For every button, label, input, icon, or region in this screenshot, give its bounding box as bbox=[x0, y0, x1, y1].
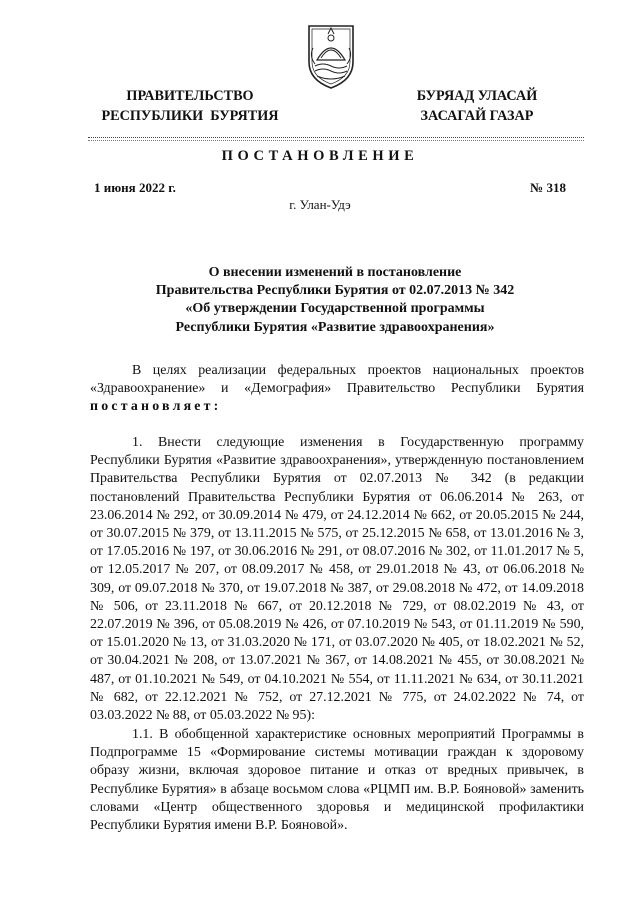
government-name-russian bbox=[90, 86, 290, 126]
preamble-paragraph bbox=[90, 362, 584, 417]
header-divider-secondary bbox=[88, 140, 584, 141]
item-1-paragraph: 1. Внести следующие изменения в Государственную программу Республики Бурятия «Развитие здравоохранения», утвержденную постановлением Правительства Республики Бурятия от 02.07.2013 № 342 (в редакции постановлений Правительства Республики Бурятия от 06.06.2014 № 263, от 23.06.2014 № 292, от 30.09.2014 № 479, от 24.12.2014 № 662, от 20.05.2015 № 244, от 30.07.2015 № 379, от 13.11.2015 № 575, от 25.12.2015 № 658, от 13.01.2016 № 3, от 17.05.2016 № 197, от 30.06.2016 № 291, от 08.07.2016 № 302, от 11.01.2017 № 5, от 12.05.2017 № 207, от 08.09.2017 № 458, от 29.01.2018 № 43, от 06.06.2018 № 309, от 09.07.2018 № 370, от 19.07.2018 № 387, от 29.08.2018 № 472, от 14.09.2018 № 506, от 23.11.2018 № 667, от 20.12.2018 № 729, от 08.02.2019 № 43, от 22.07.2019 № 396, от 05.08.2019 № 426, от 07.10.2019 № 543, от 01.11.2019 № 590, от 15.01.2020 № 13, от 31.03.2020 № 171, от 03.07.2020 № 405, от 18.02.2021 № 52, от 30.04.2021 № 208, от 13.07.2021 № 367, от 14.08.2021 № 455, от 30.08.2021 № 487, от 01.10.2021 № 549, от 04.10.2021 № 554, от 11.11.2021 № 634, от 30.11.2021 № 682, от 22.12.2021 № 752, от 27.12.2021 № 775, от 24.02.2022 № 74, от 03.03.2022 № 88, от 05.03.2022 № 95): bbox=[90, 435, 584, 724]
coat-of-arms-icon bbox=[303, 22, 359, 90]
item-1-1-paragraph: 1.1. В обобщенной характеристике основных мероприятий Программы в Подпрограмме 15 «Формирование системы мотивации граждан к здоровому образу жизни, включая здоровое питание и отказ от вредных привычек, в Республике Бурятия» в абзаце восьмом слова «РЦМП им. В.Р. Бояновой» заменить словами «Центр общественного здоровья и медицинской профилактики Республики Бурятия имени В.Р. Бояновой». bbox=[90, 727, 584, 834]
document-date: 1 июня 2022 г. bbox=[94, 180, 176, 195]
resolves-word: постановляет: bbox=[90, 399, 222, 415]
government-name-russian-line1: ПРАВИТЕЛЬСТВО bbox=[126, 88, 254, 104]
title-line: О внесении изменений в постановление bbox=[208, 265, 462, 280]
government-name-buryat-line1: БУРЯАД УЛАСАЙ bbox=[416, 88, 538, 104]
title-line: «Об утверждении Государственной программы bbox=[185, 301, 485, 317]
document-type: ПОСТАНОВЛЕНИЕ bbox=[221, 148, 419, 164]
preamble-text: В целях реализации федеральных проектов национальных проектов «Здравоохранение» и «Демография» Правительство Республики Бурятия bbox=[90, 363, 584, 397]
title-line: Правительства Республики Бурятия от 02.07.2013 № 342 bbox=[155, 283, 515, 299]
government-name-buryat-line2: ЗАСАГАЙ ГАЗАР bbox=[420, 108, 534, 124]
government-name-buryat bbox=[398, 86, 556, 126]
document-title bbox=[120, 264, 550, 337]
document-number: № 318 bbox=[530, 180, 566, 195]
document-city: г. Улан-Удэ bbox=[289, 197, 351, 212]
header-divider bbox=[88, 137, 584, 138]
government-name-russian-line2: РЕСПУБЛИКИ БУРЯТИЯ bbox=[101, 108, 279, 124]
title-line: Республики Бурятия «Развитие здравоохранения» bbox=[175, 319, 495, 335]
